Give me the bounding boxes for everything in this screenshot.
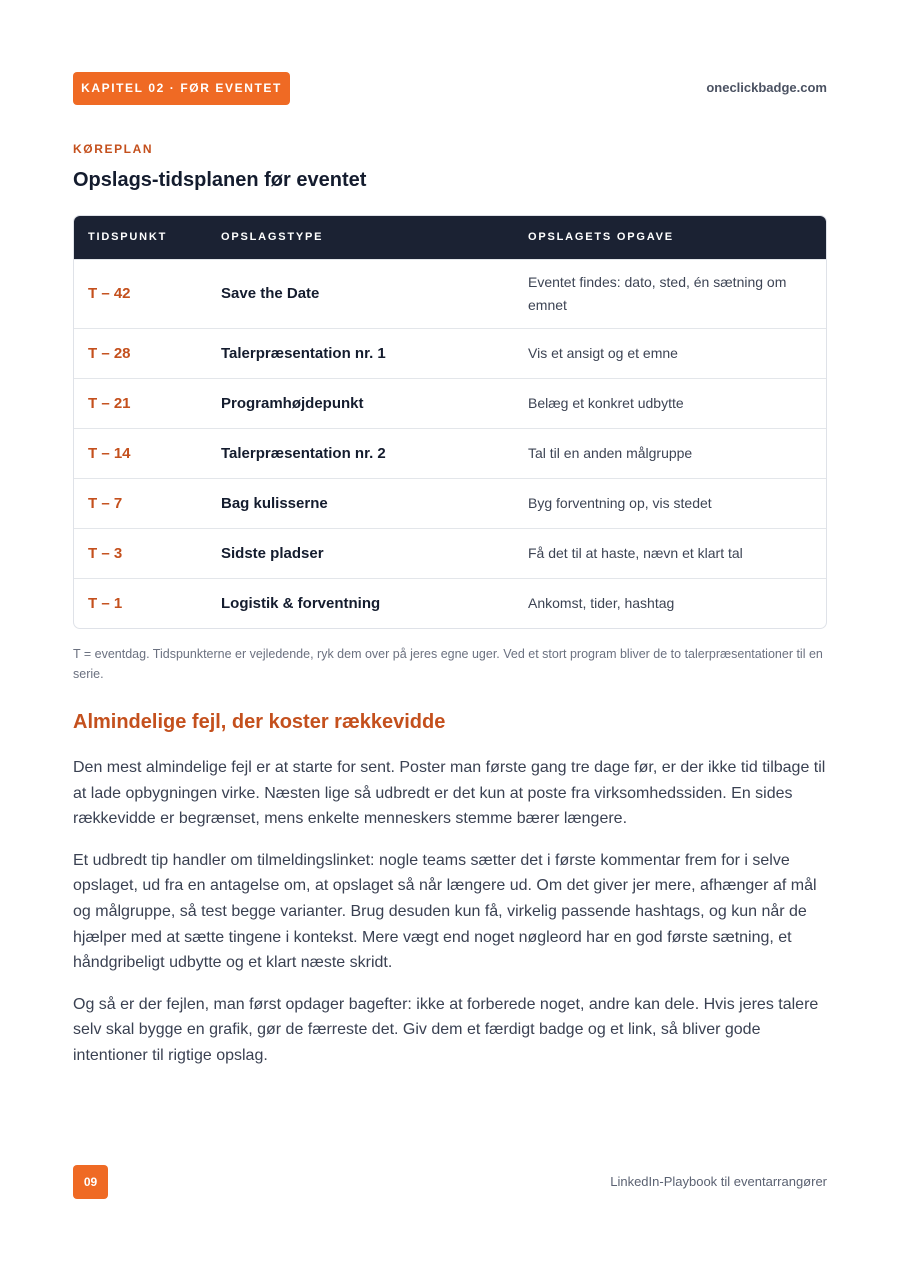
section-eyebrow: KØREPLAN: [73, 142, 154, 156]
row-type: Talerpræsentation nr. 2: [221, 444, 386, 462]
footer-document-title: LinkedIn-Playbook til eventarrangører: [610, 1174, 827, 1189]
row-type: Logistik & forventning: [221, 594, 381, 612]
row-type: Talerpræsentation nr. 1: [221, 344, 386, 362]
row-task: Belæg et konkret udbytte: [528, 394, 684, 411]
row-time: T – 21: [88, 394, 131, 412]
row-task: Byg forventning op, vis stedet: [528, 494, 712, 511]
body-paragraph: Et udbredt tip handler om tilmeldingslinket: nogle teams sætter det i første kommentar frem for i selve opslaget, ud fra en antagelse om, at opslaget så når længere ud. Om det giver jer mere, afhænger af mål og målgruppe, så test begge varianter. Brug desuden kun få, virkelig passende hashtags, og kun når de hjælper med at sætte tingene i kontekst. Mere vægt end noget nøgleord har en god første sætning, et håndgribeligt udbytte og et klart næste skridt.: [73, 851, 817, 972]
row-task: Eventet findes: dato, sted, én sætning om emnet: [528, 273, 787, 313]
row-type: Bag kulisserne: [221, 494, 328, 512]
row-task: Ankomst, tider, hashtag: [528, 594, 675, 611]
table-row: [74, 428, 827, 478]
body-paragraph: Og så er der fejlen, man først opdager bagefter: ikke at forberede noget, andre kan dele. Hvis jeres talere selv skal bygge en grafik, gør de færreste det. Giv dem et færdigt badge og et link, så bliver gode intentioner til rigtige opslag.: [73, 995, 819, 1064]
column-header-type: OPSLAGSTYPE: [221, 231, 324, 244]
page-number-badge: 09: [73, 1165, 108, 1199]
row-type: Programhøjdepunkt: [221, 394, 364, 412]
mistakes-body: [73, 755, 833, 1085]
table-row: [74, 478, 827, 528]
row-task: Vis et ansigt og et emne: [528, 344, 678, 361]
row-time: T – 7: [88, 494, 123, 512]
row-task: Få det til at haste, nævn et klart tal: [528, 544, 743, 561]
table-row: [74, 528, 827, 578]
row-task: Tal til en anden målgruppe: [528, 444, 693, 461]
table-header-row: [74, 216, 827, 259]
document-page: [73, 0, 827, 1273]
table-row: [74, 259, 827, 328]
table-row: [74, 328, 827, 378]
row-type: Sidste pladser: [221, 544, 324, 562]
column-header-time: TIDSPUNKT: [88, 231, 168, 244]
row-time: T – 3: [88, 544, 123, 562]
row-time: T – 28: [88, 344, 131, 362]
row-time: T – 1: [88, 594, 123, 612]
chapter-badge: KAPITEL 02 · FØR EVENTET: [73, 72, 290, 105]
schedule-table: [73, 215, 827, 629]
body-paragraph: Den mest almindelige fejl er at starte for sent. Poster man første gang tre dage før, er der ikke tid tilbage til at lade opbygningen virke. Næsten lige så udbredt er det kun at poste fra virksomhedssiden. En sides rækkevidde er begrænset, mens enkelte menneskers stemme bærer længere.: [73, 759, 826, 828]
section-title: Opslags-tidsplanen før eventet: [73, 169, 367, 191]
table-row: [74, 378, 827, 428]
row-time: T – 14: [88, 444, 131, 462]
table-row: [74, 578, 827, 628]
page-header: [73, 72, 827, 106]
mistakes-heading: Almindelige fejl, der koster rækkevidde: [73, 711, 446, 733]
site-url[interactable]: oneclickbadge.com: [706, 80, 827, 95]
row-type: Save the Date: [221, 285, 320, 302]
column-header-task: OPSLAGETS OPGAVE: [528, 231, 674, 244]
row-time: T – 42: [88, 285, 131, 302]
table-footnote: T = eventdag. Tidspunkterne er vejledende, ryk dem over på jeres egne uger. Ved et stort program bliver de to talerpræsentationer til en serie.: [73, 647, 823, 681]
